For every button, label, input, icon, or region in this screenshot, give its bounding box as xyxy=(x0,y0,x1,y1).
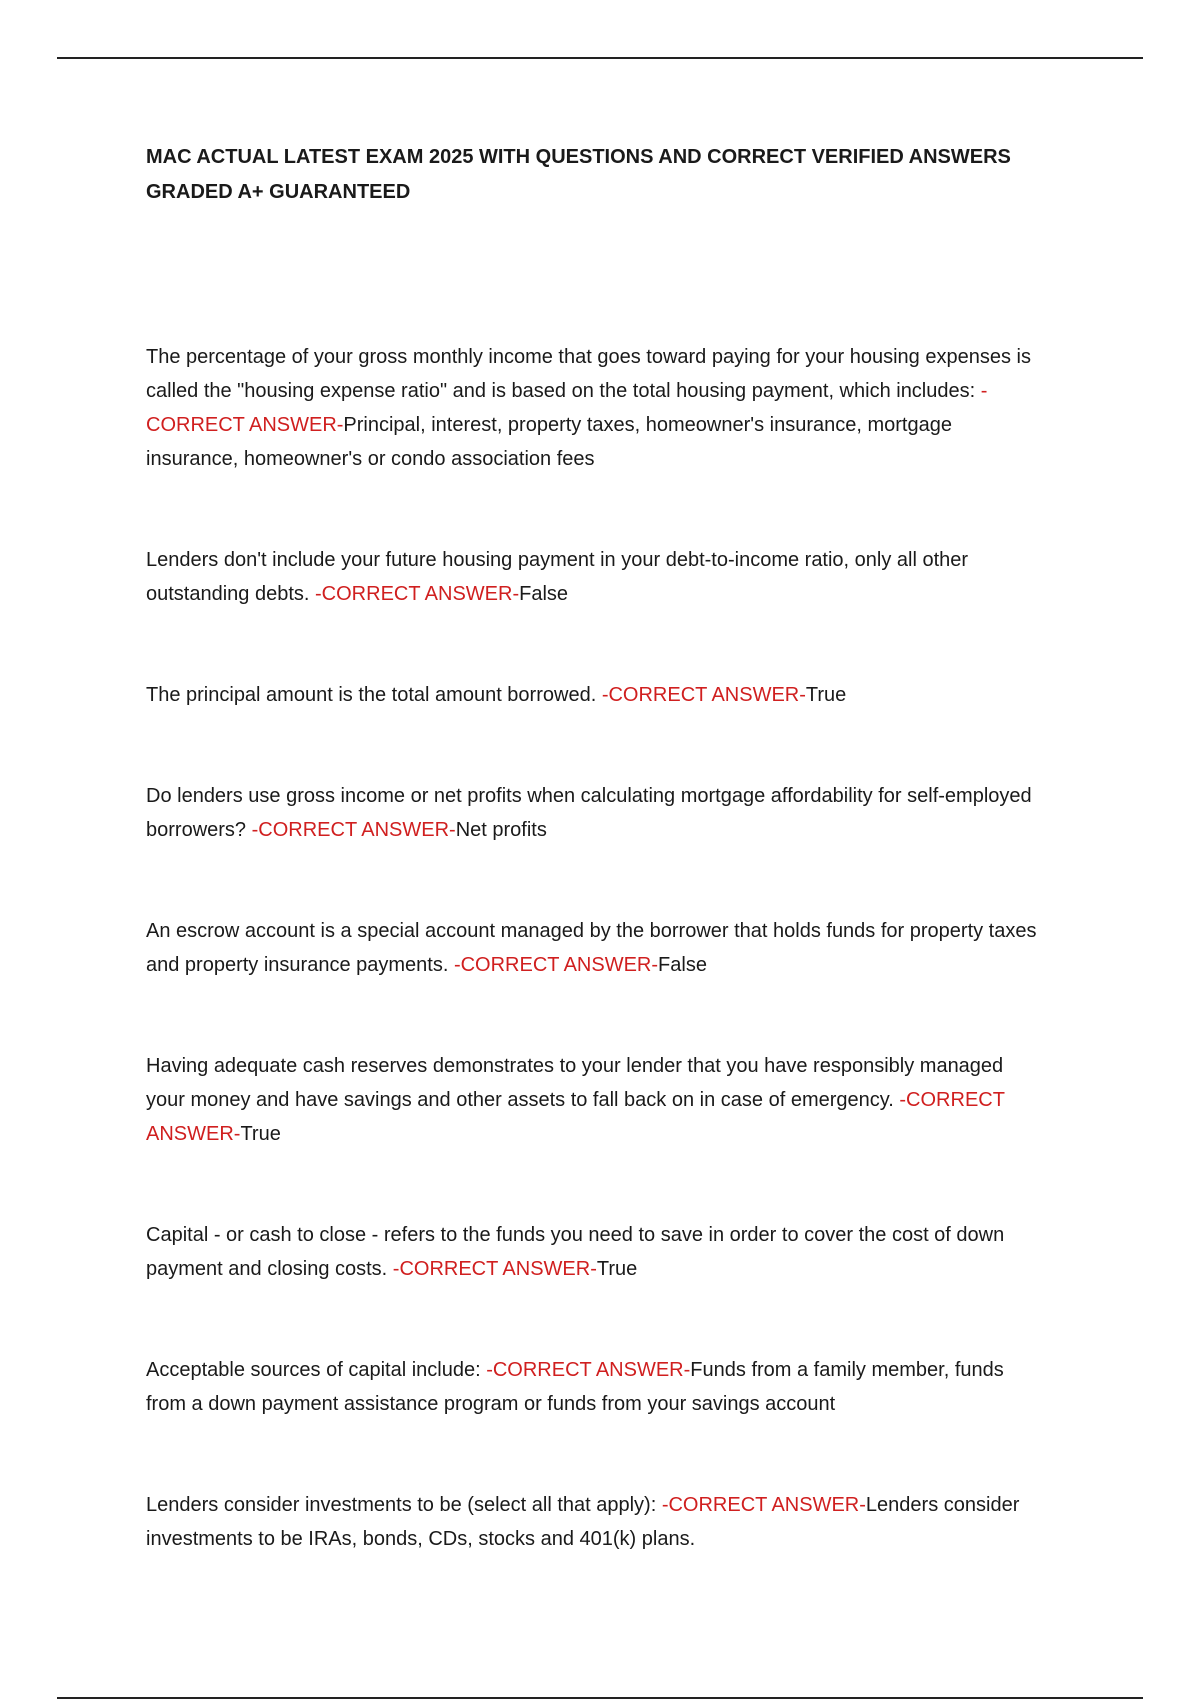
question-text: The percentage of your gross monthly income that goes toward paying for your housing expenses is called the "housing expense ratio" and is based on the total housing payment, which includes: xyxy=(146,346,1031,402)
answer-text: False xyxy=(519,583,569,605)
answer-text: False xyxy=(658,954,707,976)
top-rule xyxy=(57,57,1143,59)
answer-tag: -CORRECT ANSWER- xyxy=(146,380,988,436)
qa-item xyxy=(146,1049,1046,1151)
question-text: An escrow account is a special account managed by the borrower that holds funds for property taxes and property insurance payments. xyxy=(146,920,1037,976)
question-text: Acceptable sources of capital include: xyxy=(146,1359,487,1381)
question-text: Having adequate cash reserves demonstrates to your lender that you have responsibly managed your money and have savings and other assets to fall back on in case of emergency. xyxy=(146,1055,1004,1111)
question-text: Capital - or cash to close - refers to the funds you need to save in order to cover the cost of down payment and closing costs. xyxy=(146,1224,1005,1280)
answer-text: Lenders consider investments to be IRAs, bonds, CDs, stocks and 401(k) plans. xyxy=(146,1494,1020,1550)
question-text: Do lenders use gross income or net profits when calculating mortgage affordability for self-employed borrowers? xyxy=(146,785,1032,841)
answer-text: True xyxy=(805,684,847,706)
qa-item xyxy=(146,340,1046,476)
answer-tag: -CORRECT ANSWER- xyxy=(251,819,456,841)
qa-list xyxy=(146,340,1046,1556)
answer-tag: -CORRECT ANSWER- xyxy=(661,1494,866,1516)
answer-tag: -CORRECT ANSWER- xyxy=(486,1359,691,1381)
answer-text: Principal, interest, property taxes, homeowner's insurance, mortgage insurance, homeowner's or condo association fees xyxy=(146,414,952,470)
answer-tag: -CORRECT ANSWER- xyxy=(453,954,659,976)
answer-tag: -CORRECT ANSWER- xyxy=(146,1089,1005,1145)
answer-text: Net profits xyxy=(455,819,547,841)
qa-item xyxy=(146,1353,1046,1421)
qa-item xyxy=(146,1488,1046,1556)
document-body xyxy=(146,140,1046,1623)
qa-item xyxy=(146,678,1046,712)
answer-text: True xyxy=(240,1123,281,1145)
qa-item xyxy=(146,914,1046,982)
question-text: Lenders consider investments to be (select all that apply): xyxy=(146,1494,662,1516)
qa-item xyxy=(146,779,1046,847)
answer-tag: -CORRECT ANSWER- xyxy=(601,684,806,706)
document-title: MAC ACTUAL LATEST EXAM 2025 WITH QUESTIONS AND CORRECT VERIFIED ANSWERS GRADED A+ GUARANTEED xyxy=(146,146,1011,203)
answer-text: True xyxy=(596,1258,638,1280)
answer-text: Funds from a family member, funds from a down payment assistance program or funds from your savings account xyxy=(146,1359,1004,1415)
question-text: The principal amount is the total amount borrowed. xyxy=(146,684,602,706)
qa-item xyxy=(146,543,1046,611)
qa-item xyxy=(146,1218,1046,1286)
answer-tag: -CORRECT ANSWER- xyxy=(392,1258,597,1280)
answer-tag: -CORRECT ANSWER- xyxy=(315,583,520,605)
question-text: Lenders don't include your future housing payment in your debt-to-income ratio, only all other outstanding debts. xyxy=(146,549,969,605)
bottom-rule xyxy=(57,1697,1143,1699)
